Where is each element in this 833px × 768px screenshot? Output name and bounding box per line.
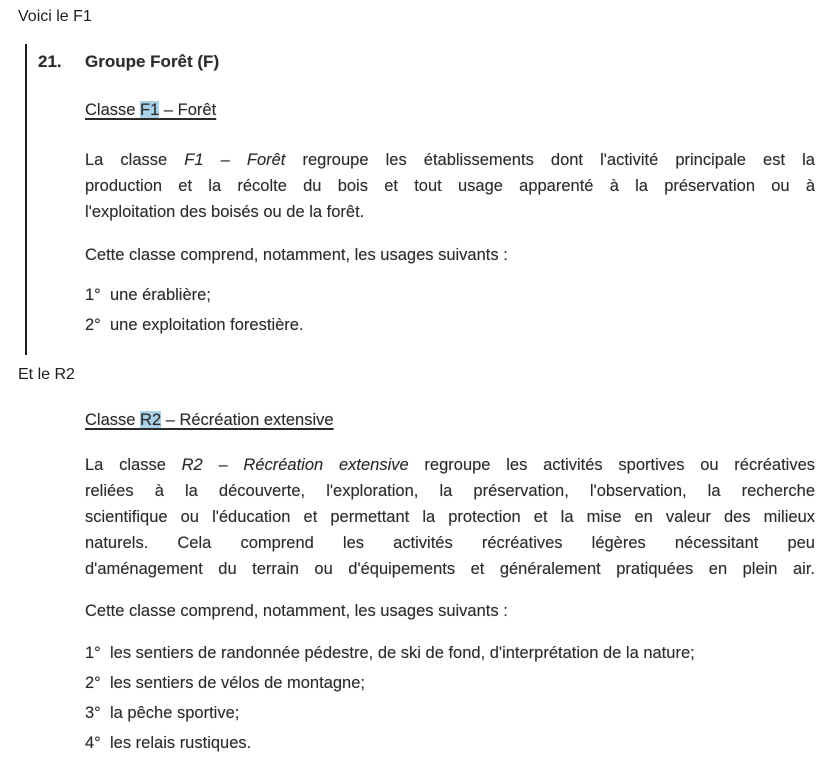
class-r2-heading [85,411,334,430]
group-title: Groupe Forêt (F) [85,52,220,71]
left-border-line [25,44,27,355]
paragraph-f1-line1-pre: La classe [85,151,185,169]
item-text: une exploitation forestière. [110,316,304,334]
class-f1-heading-suffix: – Forêt [159,101,217,119]
paragraph-r2-line1 [85,452,815,478]
list-item [85,280,825,310]
class-r2-heading-prefix: Classe [85,411,141,429]
paragraph-r2-line2: reliées à la découverte, l'exploration, la préservation, l'observation, la recherche [85,482,815,500]
item-number: 3° [85,704,101,722]
paragraph-f1 [85,147,815,225]
item-number: 2° [85,316,101,334]
paragraph-f1-line1 [85,147,815,173]
list-item [85,698,825,728]
class-f1-heading-prefix: Classe [85,101,141,119]
paragraph-f1-line2: production et la récolte du bois et tout usage apparenté à la préservation ou à [85,177,815,195]
class-f1-heading [85,101,216,120]
paragraph-r2-line5: d'aménagement du terrain ou d'équipements et généralement pratiquées en plein air. [85,560,815,578]
list-item [85,638,825,668]
item-text: les sentiers de vélos de montagne; [110,674,365,692]
paragraph-r2-line3: scientifique ou l'éducation et permettant la protection et la mise en valeur des milieux [85,508,815,526]
list-item [85,728,825,758]
paragraph-r2-line1-pre: La classe [85,456,182,474]
f1-highlight: F1 [140,101,160,119]
paragraph-f1-line3: l'exploitation des boisés ou de la forêt. [85,203,365,221]
item-number: 1° [85,286,101,304]
paragraph-r2-line1-italic: R2 – Récréation extensive [181,456,409,474]
usage-list-r2 [85,638,825,758]
paragraph-f1-line1-italic: F1 – Forêt [184,151,286,169]
class-r2-heading-suffix: – Récréation extensive [161,411,334,429]
item-text: les sentiers de randonnée pédestre, de ski de fond, d'interprétation de la nature; [110,644,695,662]
note-f1: Voici le F1 [18,8,92,25]
note-r2: Et le R2 [18,366,75,383]
list-item [85,310,825,340]
item-text: les relais rustiques. [110,734,252,752]
item-number: 2° [85,674,101,692]
item-text: une érablière; [110,286,211,304]
intro-f1: Cette classe comprend, notamment, les usages suivants : [85,246,508,264]
item-number: 1° [85,644,101,662]
paragraph-r2 [85,452,815,582]
paragraph-f1-line1-post: regroupe les établissements dont l'activité principale est la [285,151,815,169]
paragraph-r2-line4: naturels. Cela comprend les activités récréatives légères nécessitant peu [85,534,815,552]
intro-r2: Cette classe comprend, notamment, les usages suivants : [85,602,508,620]
item-number: 4° [85,734,101,752]
list-item [85,668,825,698]
paragraph-r2-line1-post: regroupe les activités sportives ou récréatives [408,456,815,474]
section-number: 21. [38,52,62,71]
usage-list-f1 [85,280,825,340]
item-text: la pêche sportive; [110,704,240,722]
r2-highlight: R2 [140,411,162,429]
